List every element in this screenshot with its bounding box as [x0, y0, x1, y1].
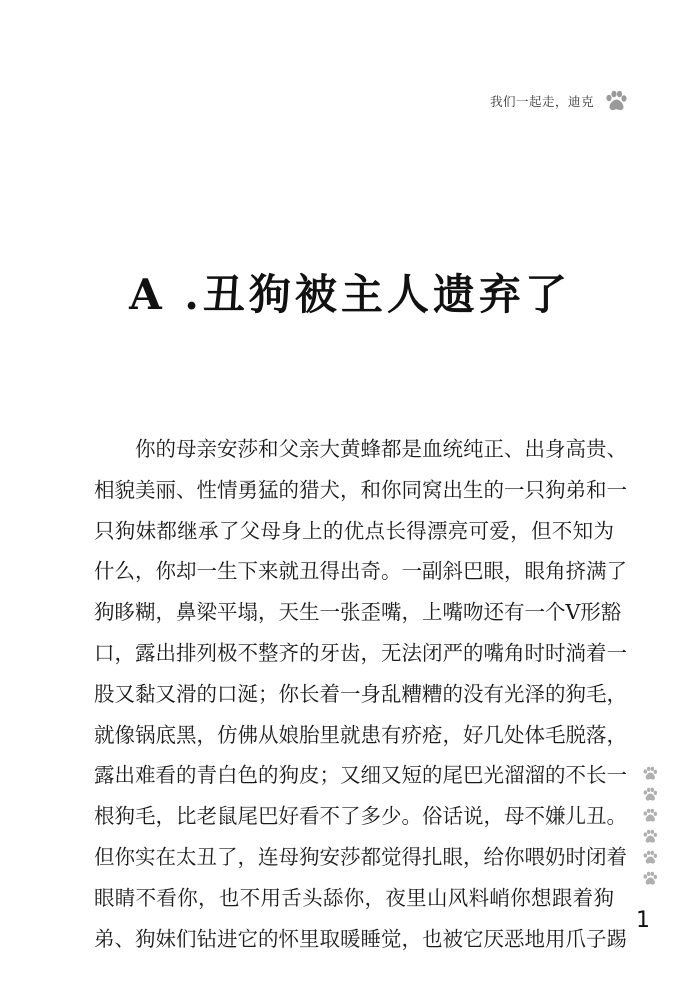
body-line: 狗眵糊，鼻梁平塌，天生一张歪嘴，上嘴吻还有一个V形豁 [94, 600, 622, 625]
body-line: 弟、狗妹们钻进它的怀里取暖睡觉，也被它厌恶地用爪子踢 [94, 926, 627, 951]
body-line: 股又黏又滑的口涎；你长着一身乱糟糟的没有光泽的狗毛， [94, 681, 627, 706]
paw-icon [642, 829, 658, 844]
page-number: 1 [636, 908, 650, 933]
paw-icon [604, 90, 628, 112]
body-line: 眼睛不看你，也不用舌头舔你，夜里山风料峭你想跟着狗 [94, 885, 614, 910]
paw-icon [642, 808, 658, 823]
body-paragraph [94, 429, 627, 959]
body-line: 就像锅底黑，仿佛从娘胎里就患有疥疮，好几处体毛脱落， [94, 722, 627, 747]
body-line: 什么，你却一生下来就丑得出奇。一副斜巴眼，眼角挤满了 [94, 559, 627, 584]
running-header-title: 我们一起走，迪克 [489, 94, 594, 109]
paw-icon [642, 871, 658, 886]
body-line: 口，露出排列极不整齐的牙齿，无法闭严的嘴角时时淌着一 [94, 640, 627, 665]
paw-icon [642, 787, 658, 802]
body-line: 但你实在太丑了，连母狗安莎都觉得扎眼，给你喂奶时闭着 [94, 844, 627, 869]
body-line: 你的母亲安莎和父亲大黄蜂都是血统纯正、出身高贵、 [135, 437, 627, 461]
body-line: 露出难看的青白色的狗皮；又细又短的尾巴光溜溜的不长一 [94, 763, 627, 788]
running-header [490, 86, 628, 116]
side-paw-decoration [640, 766, 660, 886]
body-line: 只狗妹都继承了父母身上的优点长得漂亮可爱，但不知为 [94, 518, 614, 543]
body-line: 根狗毛，比老鼠尾巴好看不了多少。俗话说，母不嫌儿丑。 [94, 804, 627, 829]
paw-icon [642, 766, 658, 781]
chapter-title: A .丑狗被主人遗弃了 [129, 270, 571, 319]
body-line: 相貌美丽、性情勇猛的猎犬，和你同窝出生的一只狗弟和一 [94, 477, 627, 502]
paw-icon [642, 850, 658, 865]
